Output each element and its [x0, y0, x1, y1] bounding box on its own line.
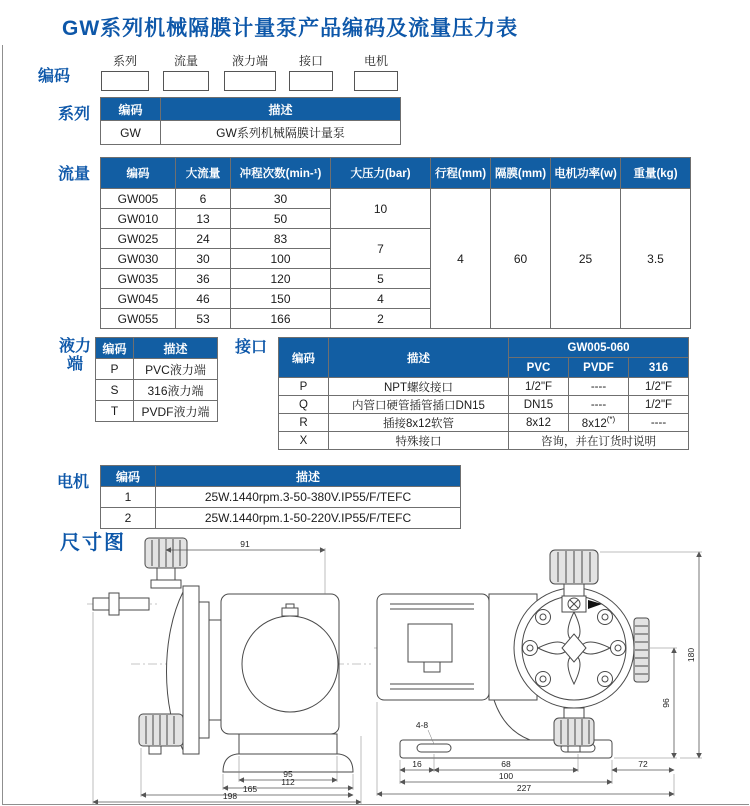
coding-field-series-label: 系列 — [112, 54, 137, 68]
interface-desc: NPT螺纹接口 — [329, 378, 509, 396]
dim-label: 95 — [283, 769, 293, 779]
dimension-72 — [612, 759, 674, 784]
dimension-section-label: 尺寸图 — [60, 532, 126, 554]
motor-desc: 25W.1440rpm.1-50-220V.IP55/F/TEFC — [156, 508, 461, 529]
motor-code: 1 — [101, 487, 156, 508]
dim-label: 165 — [242, 784, 258, 794]
flow-col-maxflow: 大流量 — [176, 158, 231, 189]
interface-316: 1/2"F — [629, 396, 689, 414]
stroke-adjust-knob — [634, 618, 649, 682]
table-row — [96, 380, 218, 401]
table-row — [279, 414, 689, 432]
hydraulic-col-code: 编码 — [96, 338, 134, 359]
motor-table — [100, 465, 461, 529]
motor-power: 25 — [551, 189, 621, 329]
interface-pvc: 8x12 — [509, 414, 569, 432]
dim-label: 68 — [501, 759, 511, 769]
coding-field-interface-label: 接口 — [298, 54, 323, 68]
coding-field-motor-label: 电机 — [363, 54, 388, 68]
dimension-100 — [400, 771, 612, 782]
hydraulic-col-desc: 描述 — [134, 338, 218, 359]
interface-col-desc: 描述 — [329, 338, 509, 378]
table-row — [96, 359, 218, 380]
flow-col-pressure: 大压力(bar) — [331, 158, 431, 189]
pump-base-side — [223, 734, 353, 772]
motor-section-label: 电机 — [57, 474, 90, 491]
stroke-length: 4 — [431, 189, 491, 329]
interface-code: X — [279, 432, 329, 450]
coding-field-interface-box — [289, 71, 333, 91]
hydraulic-desc: PVDF液力端 — [134, 401, 218, 422]
table-row — [101, 508, 461, 529]
dim-label: 100 — [498, 771, 514, 781]
interface-code: Q — [279, 396, 329, 414]
motor-code: 2 — [101, 508, 156, 529]
table-row — [101, 121, 401, 145]
interface-desc: 插接8x12软管 — [329, 414, 509, 432]
max-pressure: 5 — [331, 269, 431, 289]
motor-col-desc: 描述 — [156, 466, 461, 487]
flow-section-label: 流量 — [58, 166, 91, 183]
pump-front-view-drawing — [372, 548, 717, 798]
strokes: 83 — [231, 229, 331, 249]
interface-col-code: 编码 — [279, 338, 329, 378]
coding-field-series — [101, 52, 149, 91]
pump-side-view-drawing — [85, 536, 375, 804]
dim-label: 91 — [240, 539, 250, 549]
table-row — [279, 378, 689, 396]
max-pressure: 7 — [331, 229, 431, 269]
coding-field-motor-box — [354, 71, 398, 91]
model-code: GW055 — [101, 309, 176, 329]
suction-fitting — [87, 593, 157, 615]
interface-section-label: 接口 — [235, 339, 268, 356]
strokes: 120 — [231, 269, 331, 289]
interface-pvc: 1/2"F — [509, 378, 569, 396]
suction-valve-knob — [554, 708, 594, 752]
coding-field-hydraulic-label: 液力端 — [231, 54, 268, 68]
coding-field-hydraulic — [224, 52, 276, 91]
model-code: GW005 — [101, 189, 176, 209]
interface-table — [278, 337, 689, 450]
model-code: GW010 — [101, 209, 176, 229]
interface-col-316: 316 — [629, 358, 689, 378]
interface-col-pvc: PVC — [509, 358, 569, 378]
interface-code: P — [279, 378, 329, 396]
max-flow: 30 — [176, 249, 231, 269]
flow-col-strokes: 冲程次数(min-¹) — [231, 158, 331, 189]
flow-col-diaphragm: 隔膜(mm) — [491, 158, 551, 189]
dim-label: 16 — [412, 759, 422, 769]
interface-pvdf-value: 8x12 — [581, 417, 607, 430]
model-code: GW030 — [101, 249, 176, 269]
diaphragm-size: 60 — [491, 189, 551, 329]
dim-label: 180 — [686, 647, 696, 663]
page-title: GW系列机械隔膜计量泵产品编码及流量压力表 — [62, 17, 519, 40]
interface-pvc: DN15 — [509, 396, 569, 414]
series-col-desc: 描述 — [161, 98, 401, 121]
dim-label: 112 — [281, 777, 295, 787]
hydraulic-code: T — [96, 401, 134, 422]
flow-col-strokelen: 行程(mm) — [431, 158, 491, 189]
max-flow: 53 — [176, 309, 231, 329]
flow-table — [100, 157, 691, 329]
drain-valve-knob — [139, 714, 183, 754]
coding-field-flow-box — [163, 71, 209, 91]
max-flow: 36 — [176, 269, 231, 289]
table-row — [279, 432, 689, 450]
table-row — [101, 487, 461, 508]
coding-field-motor — [354, 52, 398, 91]
model-code: GW035 — [101, 269, 176, 289]
hydraulic-code: S — [96, 380, 134, 401]
interface-code: R — [279, 414, 329, 432]
hydraulic-table — [95, 337, 218, 422]
coding-field-flow — [163, 52, 209, 91]
hydraulic-section-label — [55, 338, 95, 374]
series-desc: GW系列机械隔膜计量泵 — [161, 121, 401, 145]
coding-field-flow-label: 流量 — [173, 54, 198, 68]
coding-field-series-box — [101, 71, 149, 91]
coding-field-hydraulic-box — [224, 71, 276, 91]
coding-section-label: 编码 — [38, 68, 71, 85]
motor-desc: 25W.1440rpm.3-50-380V.IP55/F/TEFC — [156, 487, 461, 508]
interface-pvdf-footnote: (*) — [606, 415, 616, 425]
model-code: GW045 — [101, 289, 176, 309]
max-flow: 46 — [176, 289, 231, 309]
page-bottom-border — [2, 804, 749, 805]
motor-body-side — [221, 594, 339, 734]
flow-col-motorpower: 电机功率(w) — [551, 158, 621, 189]
coding-field-interface — [289, 52, 333, 91]
flow-col-code: 编码 — [101, 158, 176, 189]
interface-col-pvdf: PVDF — [569, 358, 629, 378]
strokes: 50 — [231, 209, 331, 229]
max-flow: 24 — [176, 229, 231, 249]
table-row — [101, 189, 691, 209]
interface-316: ---- — [629, 414, 689, 432]
interface-note: 咨询，并在订货时说明 — [509, 432, 689, 450]
table-row — [96, 401, 218, 422]
model-code: GW025 — [101, 229, 176, 249]
strokes: 166 — [231, 309, 331, 329]
table-row — [279, 396, 689, 414]
strokes: 30 — [231, 189, 331, 209]
strokes: 100 — [231, 249, 331, 269]
flow-col-weight: 重量(kg) — [621, 158, 691, 189]
interface-pvdf: ---- — [569, 378, 629, 396]
max-pressure: 10 — [331, 189, 431, 229]
series-col-code: 编码 — [101, 98, 161, 121]
hydraulic-label-line1: 液力 — [58, 338, 91, 355]
interface-pvdf — [569, 414, 629, 432]
dim-label: 198 — [222, 791, 238, 801]
interface-col-group: GW005-060 — [509, 338, 689, 358]
interface-pvdf: ---- — [569, 396, 629, 414]
hydraulic-label-line2: 端 — [66, 356, 83, 373]
motor-col-code: 编码 — [101, 466, 156, 487]
dim-label: 72 — [638, 759, 648, 769]
series-section-label: 系列 — [58, 106, 91, 123]
hydraulic-code: P — [96, 359, 134, 380]
series-code: GW — [101, 121, 161, 145]
page-left-border — [2, 45, 3, 805]
hydraulic-desc: PVC液力端 — [134, 359, 218, 380]
dim-label: 4-8 — [415, 720, 429, 730]
strokes: 150 — [231, 289, 331, 309]
interface-316: 1/2"F — [629, 378, 689, 396]
interface-desc: 特殊接口 — [329, 432, 509, 450]
max-flow: 13 — [176, 209, 231, 229]
max-pressure: 4 — [331, 289, 431, 309]
weight: 3.5 — [621, 189, 691, 329]
interface-desc: 内管口硬管插管插口DN15 — [329, 396, 509, 414]
series-table — [100, 97, 401, 145]
dim-label: 227 — [516, 783, 532, 793]
max-pressure: 2 — [331, 309, 431, 329]
max-flow: 6 — [176, 189, 231, 209]
motor-body-front — [377, 594, 537, 740]
hydraulic-desc: 316液力端 — [134, 380, 218, 401]
dim-label: 96 — [661, 698, 671, 708]
